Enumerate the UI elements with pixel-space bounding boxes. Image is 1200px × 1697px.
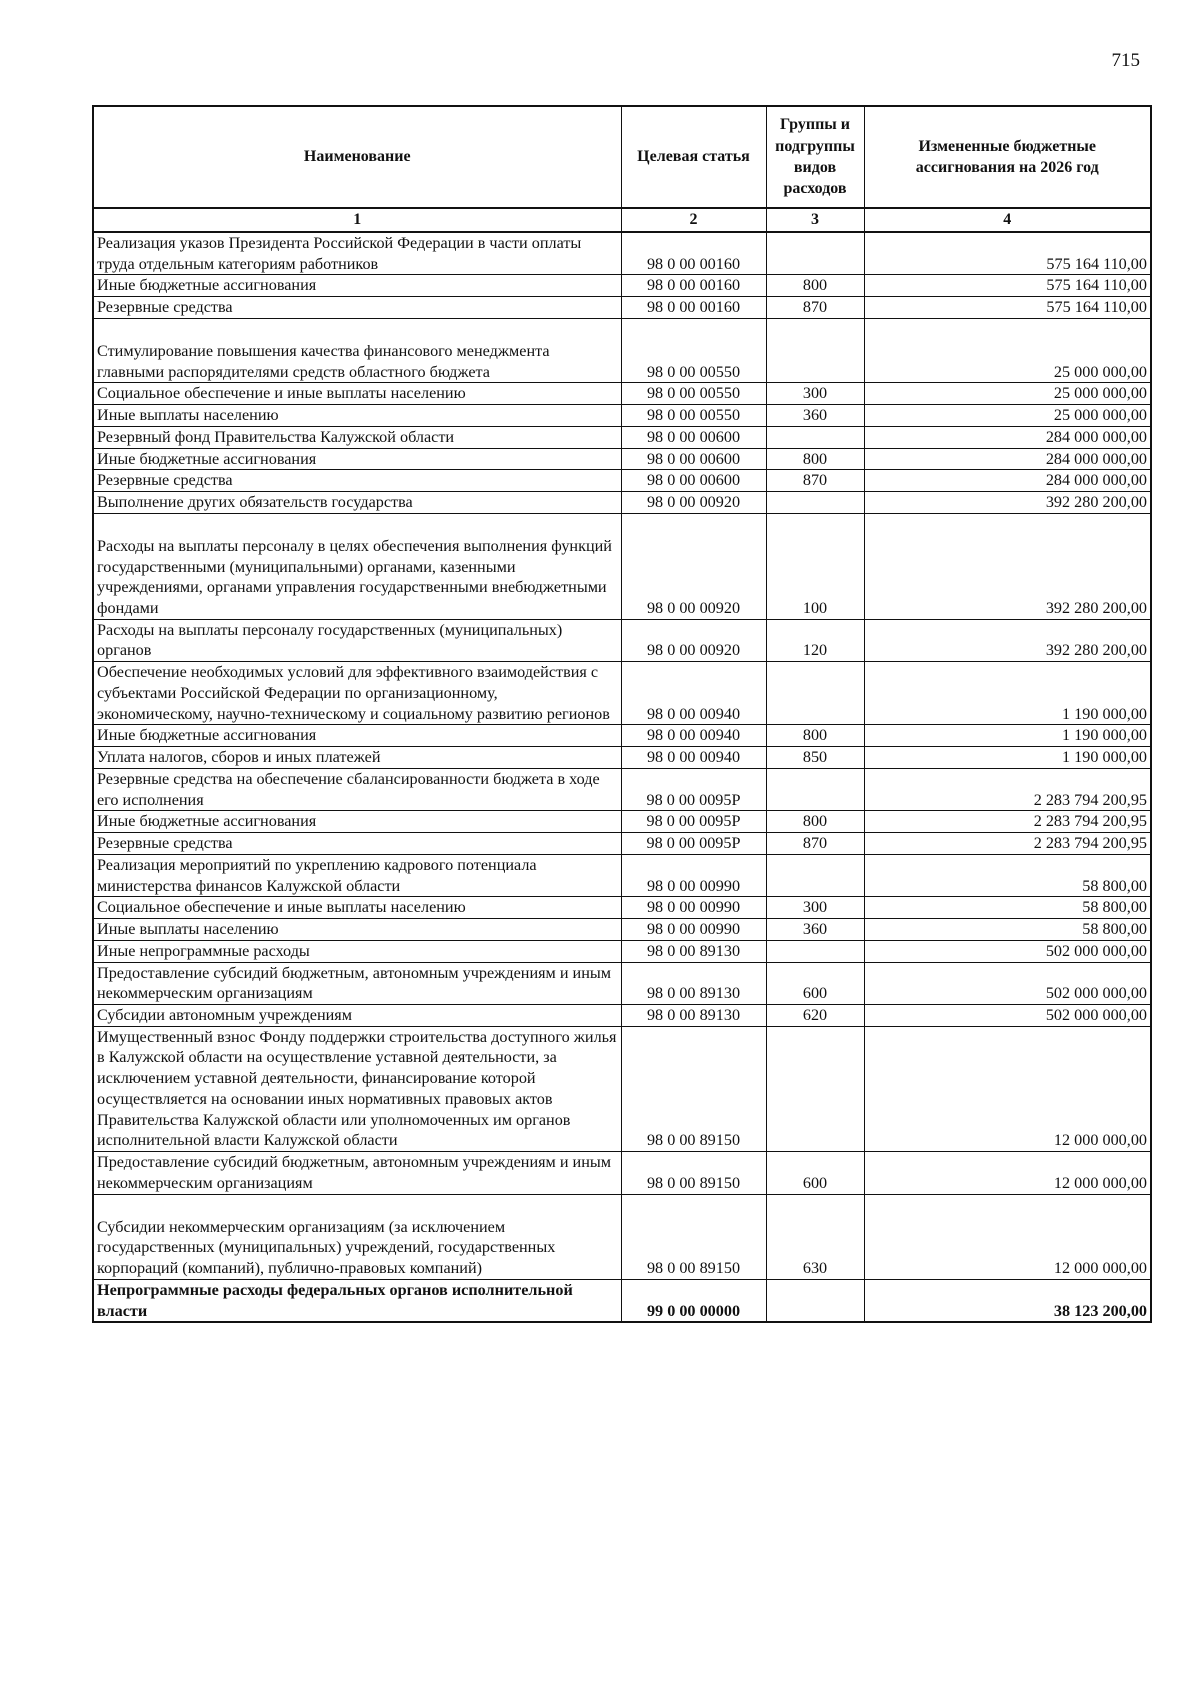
table-row: [93, 747, 1151, 769]
row-target: 98 0 00 00940: [621, 747, 766, 769]
page-number: 715: [1111, 50, 1140, 71]
row-group: [766, 854, 864, 896]
row-target: 98 0 00 00920: [621, 619, 766, 661]
table-row: [93, 1194, 1151, 1279]
row-amount: 25 000 000,00: [864, 318, 1151, 382]
row-amount: 502 000 000,00: [864, 962, 1151, 1004]
row-amount: 575 164 110,00: [864, 232, 1151, 275]
row-group: 800: [766, 725, 864, 747]
table-row: [93, 426, 1151, 448]
row-group: 360: [766, 405, 864, 427]
row-amount: 284 000 000,00: [864, 470, 1151, 492]
table-row: [93, 768, 1151, 810]
table-header-row: [93, 106, 1151, 208]
row-name: Реализация указов Президента Российской Федерации в части оплаты труда отдельным категориям работников: [93, 232, 621, 275]
table-row: [93, 232, 1151, 275]
row-target: 98 0 00 00160: [621, 232, 766, 275]
row-group: 600: [766, 1152, 864, 1194]
table-row: [93, 297, 1151, 319]
row-target: 98 0 00 0095Р: [621, 833, 766, 855]
row-target: 98 0 00 89150: [621, 1194, 766, 1279]
row-target: 99 0 00 00000: [621, 1279, 766, 1322]
row-name: Предоставление субсидий бюджетным, автономным учреждениям и иным некоммерческим организациям: [93, 962, 621, 1004]
header-group: Группы и подгруппы видов расходов: [766, 106, 864, 208]
row-group: 850: [766, 747, 864, 769]
row-name: Расходы на выплаты персоналу в целях обеспечения выполнения функций государственными (муниципальными) органами, казенными учреждениями, органами управления государственными внебюджетными фондами: [93, 513, 621, 619]
row-amount: 575 164 110,00: [864, 275, 1151, 297]
column-number: 3: [766, 208, 864, 232]
row-amount: 58 800,00: [864, 854, 1151, 896]
row-target: 98 0 00 00600: [621, 470, 766, 492]
row-amount: 2 283 794 200,95: [864, 833, 1151, 855]
row-amount: 25 000 000,00: [864, 383, 1151, 405]
row-name: Иные выплаты населению: [93, 919, 621, 941]
row-amount: 12 000 000,00: [864, 1152, 1151, 1194]
row-name: Стимулирование повышения качества финансового менеджмента главными распорядителями средств областного бюджета: [93, 318, 621, 382]
row-amount: 1 190 000,00: [864, 725, 1151, 747]
table-row: [93, 854, 1151, 896]
table-row: [93, 513, 1151, 619]
row-target: 98 0 00 00940: [621, 725, 766, 747]
row-group: [766, 940, 864, 962]
row-group: [766, 426, 864, 448]
header-amount: Измененные бюджетные ассигнования на 2026 год: [864, 106, 1151, 208]
row-amount: 58 800,00: [864, 897, 1151, 919]
row-group: 870: [766, 297, 864, 319]
column-number-row: [93, 208, 1151, 232]
row-name: Иные бюджетные ассигнования: [93, 725, 621, 747]
table-body: [93, 232, 1151, 1322]
row-target: 98 0 00 00920: [621, 513, 766, 619]
row-target: 98 0 00 89130: [621, 940, 766, 962]
table-row: [93, 1152, 1151, 1194]
row-group: 800: [766, 448, 864, 470]
row-name: Иные непрограммные расходы: [93, 940, 621, 962]
row-name: Расходы на выплаты персоналу государственных (муниципальных) органов: [93, 619, 621, 661]
row-name: Непрограммные расходы федеральных органов исполнительной власти: [93, 1279, 621, 1322]
row-name: Обеспечение необходимых условий для эффективного взаимодействия с субъектами Российской Федерации по организационному, экономическому, научно-техническому и социальному развитию регионов: [93, 662, 621, 725]
row-name: Иные бюджетные ассигнования: [93, 275, 621, 297]
row-amount: 2 283 794 200,95: [864, 811, 1151, 833]
row-group: [766, 1279, 864, 1322]
row-name: Иные бюджетные ассигнования: [93, 811, 621, 833]
column-number: 2: [621, 208, 766, 232]
row-group: 300: [766, 897, 864, 919]
row-target: 98 0 00 00600: [621, 448, 766, 470]
row-amount: 1 190 000,00: [864, 747, 1151, 769]
table-row: [93, 962, 1151, 1004]
table-row: [93, 448, 1151, 470]
row-group: 360: [766, 919, 864, 941]
row-name: Резервные средства на обеспечение сбалансированности бюджета в ходе его исполнения: [93, 768, 621, 810]
row-name: Реализация мероприятий по укреплению кадрового потенциала министерства финансов Калужской области: [93, 854, 621, 896]
row-name: Иные бюджетные ассигнования: [93, 448, 621, 470]
row-amount: 502 000 000,00: [864, 1004, 1151, 1026]
row-group: 100: [766, 513, 864, 619]
table-row: [93, 383, 1151, 405]
row-target: 98 0 00 00990: [621, 897, 766, 919]
header-name: Наименование: [93, 106, 621, 208]
table-row: [93, 811, 1151, 833]
row-group: 300: [766, 383, 864, 405]
row-target: 98 0 00 89130: [621, 1004, 766, 1026]
row-group: 620: [766, 1004, 864, 1026]
row-group: 870: [766, 833, 864, 855]
row-group: [766, 232, 864, 275]
row-group: 600: [766, 962, 864, 1004]
row-amount: 502 000 000,00: [864, 940, 1151, 962]
table-row: [93, 1004, 1151, 1026]
row-name: Уплата налогов, сборов и иных платежей: [93, 747, 621, 769]
table-row: [93, 470, 1151, 492]
header-target: Целевая статья: [621, 106, 766, 208]
row-name: Предоставление субсидий бюджетным, автономным учреждениям и иным некоммерческим организациям: [93, 1152, 621, 1194]
table-row: [93, 619, 1151, 661]
column-number: 1: [93, 208, 621, 232]
row-amount: 392 280 200,00: [864, 513, 1151, 619]
row-name: Имущественный взнос Фонду поддержки строительства доступного жилья в Калужской области на осуществление уставной деятельности, за исключением уставной деятельности, финансирование которой осуществляется на основании иных нормативных правовых актов Правительства Калужской области или уполномоченных им органов исполнительной власти Калужской области: [93, 1026, 621, 1151]
row-name: Субсидии автономным учреждениям: [93, 1004, 621, 1026]
row-target: 98 0 00 00160: [621, 297, 766, 319]
row-group: [766, 768, 864, 810]
row-target: 98 0 00 00160: [621, 275, 766, 297]
row-group: 870: [766, 470, 864, 492]
row-amount: 392 280 200,00: [864, 492, 1151, 514]
table-row: [93, 1026, 1151, 1151]
table-row: [93, 318, 1151, 382]
row-name: Резервный фонд Правительства Калужской области: [93, 426, 621, 448]
table-row: [93, 833, 1151, 855]
row-name: Иные выплаты населению: [93, 405, 621, 427]
row-amount: 392 280 200,00: [864, 619, 1151, 661]
row-amount: 58 800,00: [864, 919, 1151, 941]
row-group: [766, 662, 864, 725]
row-target: 98 0 00 00990: [621, 854, 766, 896]
table-row: [93, 919, 1151, 941]
column-number: 4: [864, 208, 1151, 232]
row-target: 98 0 00 0095Р: [621, 768, 766, 810]
row-name: Резервные средства: [93, 833, 621, 855]
budget-table: [92, 105, 1152, 1323]
row-name: Резервные средства: [93, 297, 621, 319]
row-group: 800: [766, 811, 864, 833]
row-amount: 1 190 000,00: [864, 662, 1151, 725]
table-row: [93, 897, 1151, 919]
table-row: [93, 405, 1151, 427]
row-group: [766, 492, 864, 514]
table-row: [93, 662, 1151, 725]
row-name: Выполнение других обязательств государства: [93, 492, 621, 514]
row-target: 98 0 00 89130: [621, 962, 766, 1004]
row-group: [766, 318, 864, 382]
row-target: 98 0 00 00550: [621, 318, 766, 382]
row-name: Социальное обеспечение и иные выплаты населению: [93, 897, 621, 919]
table-row: [93, 1279, 1151, 1322]
row-target: 98 0 00 00940: [621, 662, 766, 725]
row-name: Социальное обеспечение и иные выплаты населению: [93, 383, 621, 405]
row-name: Резервные средства: [93, 470, 621, 492]
row-target: 98 0 00 0095Р: [621, 811, 766, 833]
row-amount: 38 123 200,00: [864, 1279, 1151, 1322]
row-group: 630: [766, 1194, 864, 1279]
row-group: 120: [766, 619, 864, 661]
row-target: 98 0 00 89150: [621, 1026, 766, 1151]
row-amount: 12 000 000,00: [864, 1194, 1151, 1279]
row-target: 98 0 00 00600: [621, 426, 766, 448]
row-target: 98 0 00 00990: [621, 919, 766, 941]
row-amount: 12 000 000,00: [864, 1026, 1151, 1151]
table-row: [93, 492, 1151, 514]
row-name: Субсидии некоммерческим организациям (за исключением государственных (муниципальных) учреждений, государственных корпораций (компаний), публично-правовых компаний): [93, 1194, 621, 1279]
table-row: [93, 275, 1151, 297]
row-amount: 2 283 794 200,95: [864, 768, 1151, 810]
row-amount: 284 000 000,00: [864, 426, 1151, 448]
row-amount: 575 164 110,00: [864, 297, 1151, 319]
table-row: [93, 725, 1151, 747]
row-target: 98 0 00 00920: [621, 492, 766, 514]
row-amount: 284 000 000,00: [864, 448, 1151, 470]
table-row: [93, 940, 1151, 962]
row-target: 98 0 00 89150: [621, 1152, 766, 1194]
row-group: 800: [766, 275, 864, 297]
row-target: 98 0 00 00550: [621, 383, 766, 405]
row-amount: 25 000 000,00: [864, 405, 1151, 427]
row-group: [766, 1026, 864, 1151]
row-target: 98 0 00 00550: [621, 405, 766, 427]
